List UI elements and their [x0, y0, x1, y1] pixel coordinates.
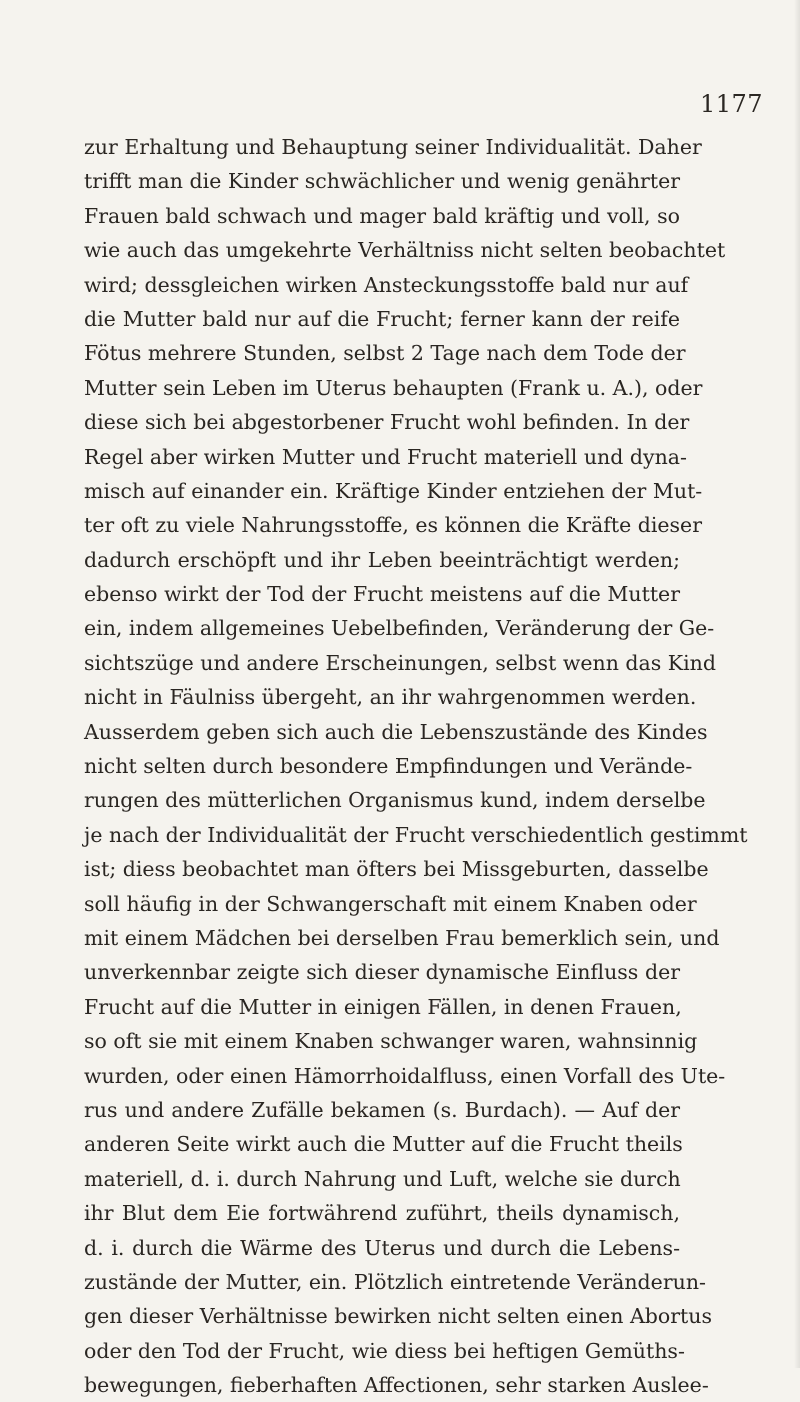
text-line: misch auf einander ein. Kräftige Kinder entziehen der Mut- — [84, 478, 703, 503]
text-line: nicht selten durch besondere Empfindungen und Verände- — [84, 754, 693, 779]
text-line: bewegungen, fieberhaften Affectionen, sehr starken Auslee- — [84, 1373, 709, 1398]
text-line: ein, indem allgemeines Uebelbefinden, Veränderung der Ge- — [84, 616, 715, 641]
text-line: materiell, d. i. durch Nahrung und Luft, welche sie durch — [84, 1166, 681, 1191]
text-line: wie auch das umgekehrte Verhältniss nicht selten beobachtet — [84, 238, 726, 263]
text-line: die Mutter bald nur auf die Frucht; ferner kann der reife — [84, 306, 680, 331]
text-line: mit einem Mädchen bei derselben Frau bemerklich sein, und — [84, 925, 720, 950]
text-line: anderen Seite wirkt auch die Mutter auf die Frucht theils — [84, 1132, 683, 1157]
text-line: wird; dessgleichen wirken Ansteckungsstoffe bald nur auf — [84, 272, 689, 297]
text-line: ebenso wirkt der Tod der Frucht meistens auf die Mutter — [84, 582, 680, 607]
text-line: Regel aber wirken Mutter und Frucht materiell und dyna- — [84, 444, 687, 469]
text-line: Fötus mehrere Stunden, selbst 2 Tage nach dem Tode der — [84, 341, 686, 366]
text-line: ter oft zu viele Nahrungsstoffe, es können die Kräfte dieser — [84, 513, 702, 538]
text-line: Frauen bald schwach und mager bald kräftig und voll, so — [84, 203, 680, 228]
page-edge-shadow — [794, 0, 800, 1368]
text-line: wurden, oder einen Hämorrhoidalfluss, einen Vorfall des Ute- — [84, 1063, 726, 1088]
text-line: ist; diess beobachtet man öfters bei Missgeburten, dasselbe — [84, 857, 709, 882]
text-line: d. i. durch die Wärme des Uterus und durch die Lebens- — [84, 1235, 680, 1260]
text-line: Mutter sein Leben im Uterus behaupten (Frank u. A.), oder — [84, 375, 703, 400]
text-line: nicht in Fäulniss übergeht, an ihr wahrgenommen werden. — [84, 685, 697, 710]
text-line: ihr Blut dem Eie fortwährend zuführt, theils dynamisch, — [84, 1201, 680, 1226]
text-line: trifft man die Kinder schwächlicher und wenig genährter — [84, 169, 680, 194]
page-number: 1177 — [700, 90, 764, 118]
text-line: je nach der Individualität der Frucht verschiedentlich gestimmt — [84, 822, 748, 847]
text-line: Frucht auf die Mutter in einigen Fällen, in denen Frauen, — [84, 994, 682, 1019]
text-line: rungen des mütterlichen Organismus kund, indem derselbe — [84, 788, 706, 813]
text-line: soll häufig in der Schwangerschaft mit einem Knaben oder — [84, 891, 697, 916]
text-line: zur Erhaltung und Behauptung seiner Individualität. Daher — [84, 135, 702, 159]
text-line: sichtszüge und andere Erscheinungen, selbst wenn das Kind — [84, 650, 717, 675]
text-line: rus und andere Zufälle bekamen (s. Burdach). — Auf der — [84, 1097, 680, 1122]
text-line: diese sich bei abgestorbener Frucht wohl befinden. In der — [84, 410, 690, 435]
text-line: unverkennbar zeigte sich dieser dynamische Einfluss der — [84, 960, 680, 985]
text-line: Ausserdem geben sich auch die Lebenszustände des Kindes — [84, 719, 708, 744]
body-text — [84, 130, 748, 1402]
text-line: zustände der Mutter, ein. Plötzlich eintretende Veränderun- — [84, 1269, 706, 1294]
text-line: gen dieser Verhältnisse bewirken nicht selten einen Abortus — [84, 1304, 712, 1329]
text-line: so oft sie mit einem Knaben schwanger waren, wahnsinnig — [84, 1029, 698, 1054]
text-line: dadurch erschöpft und ihr Leben beeinträchtigt werden; — [84, 547, 680, 572]
text-line: oder den Tod der Frucht, wie diess bei heftigen Gemüths- — [84, 1338, 685, 1363]
